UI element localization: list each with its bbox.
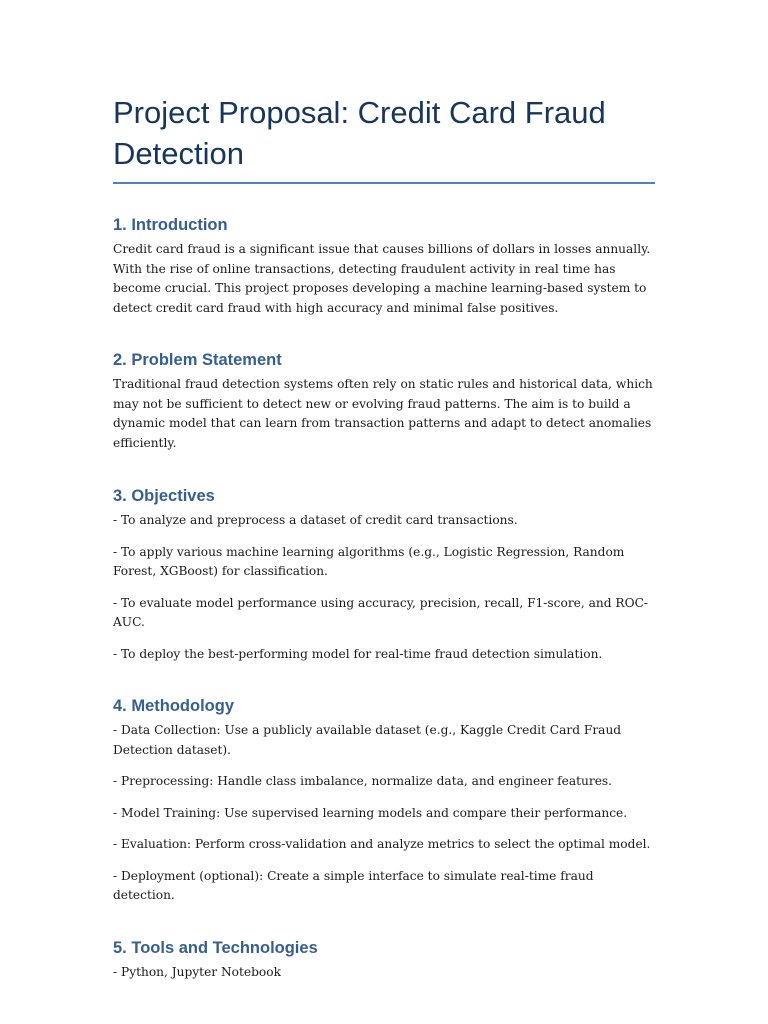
methodology-item: - Data Collection: Use a publicly available dataset (e.g., Kaggle Credit Card Fraud Detection dataset).: [113, 723, 622, 757]
section-heading-tools: 5. Tools and Technologies: [113, 938, 318, 957]
section-problem-statement: [113, 350, 655, 453]
objectives-list: [113, 511, 655, 664]
section-objectives: [113, 486, 655, 664]
objective-item: - To deploy the best-performing model for real-time fraud detection simulation.: [113, 646, 603, 661]
methodology-item: - Deployment (optional): Create a simple interface to simulate real-time fraud detection.: [113, 868, 594, 902]
methodology-list: [113, 721, 655, 906]
document-page: [113, 92, 655, 982]
problem-statement-body: Traditional fraud detection systems often rely on static rules and historical data, which may not be sufficient to detect new or evolving fraud patterns. The aim is to build a dynamic model that can learn from transaction patterns and adapt to detect anomalies efficiently.: [113, 377, 653, 450]
tools-list: [113, 963, 655, 983]
tools-item: - Python, Jupyter Notebook: [113, 964, 281, 979]
objective-item: - To evaluate model performance using accuracy, precision, recall, F1-score, and ROC-AUC.: [113, 595, 649, 629]
section-heading-objectives: 3. Objectives: [113, 487, 215, 505]
introduction-body: Credit card fraud is a significant issue that causes billions of dollars in losses annually. With the rise of online transactions, detecting fraudulent activity in real time has become crucial. This project proposes developing a machine learning-based system to detect credit card fraud with high accuracy and minimal false positives.: [113, 242, 651, 315]
methodology-item: - Model Training: Use supervised learning models and compare their performance.: [113, 805, 628, 820]
methodology-item: - Evaluation: Perform cross-validation and analyze metrics to select the optimal model.: [113, 837, 651, 851]
objective-item: - To apply various machine learning algorithms (e.g., Logistic Regression, Random Forest, XGBoost) for classification.: [113, 544, 625, 578]
objective-item: - To analyze and preprocess a dataset of credit card transactions.: [113, 513, 518, 527]
document-title: Project Proposal: Credit Card Fraud Detection: [113, 92, 655, 184]
methodology-item: - Preprocessing: Handle class imbalance, normalize data, and engineer features.: [113, 774, 613, 788]
section-heading-introduction: 1. Introduction: [113, 216, 228, 234]
section-heading-problem-statement: 2. Problem Statement: [113, 351, 282, 369]
section-methodology: [113, 696, 655, 906]
section-introduction: [113, 215, 655, 318]
section-heading-methodology: 4. Methodology: [113, 697, 234, 715]
section-tools-and-technologies: [113, 938, 655, 983]
